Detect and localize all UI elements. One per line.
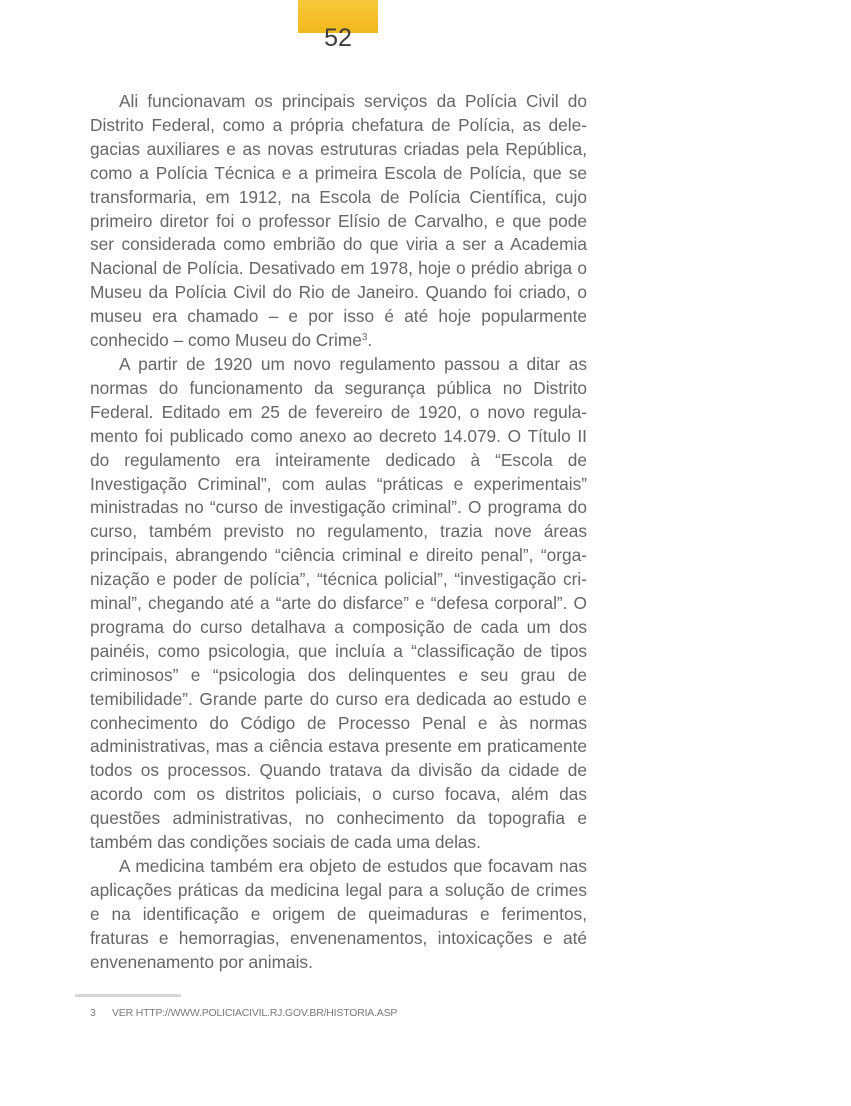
- body-text: [90, 90, 587, 975]
- paragraph-text: Ali funcionavam os principais serviços da Polícia Civil do Distrito Federal, como a própria chefatura de Polícia, as delegacias auxiliares e as novas estruturas criadas pela República, como a Polícia Técnica e a primeira Escola de Polícia, que se transformaria, em 1912, na Escola de Polícia Científica, cujo primeiro diretor foi o professor Elísio de Carvalho, e que pode ser considerada como embrião do que viria a ser a Academia Nacional de Polícia. Desativado em 1978, hoje o prédio abriga o Museu da Polícia Civil do Rio de Janeiro. Quando foi criado, o museu era chamado – e por isso é até hoje popularmente conhecido – como Museu do Crime: [90, 91, 587, 351]
- paragraph-3: A medicina também era objeto de estudos que focavam nas aplicações práticas da medicina legal para a solução de crimes e na identificação e origem de queimaduras e ferimentos, fraturas e hemorragias, envenenamentos, intoxicações e até envenenamento por animais.: [90, 856, 587, 972]
- paragraph-2: A partir de 1920 um novo regulamento passou a ditar as normas do funcionamento da segurança pública no Distrito Federal. Editado em 25 de fevereiro de 1920, o novo regulamento foi publicado como anexo ao decreto 14.079. O Título II do regulamento era inteiramente dedicado à “Escola de Investigação Criminal”, com aulas “práticas e experimentais” ministradas no “curso de investigação criminal”. O programa do curso, também previsto no regulamento, trazia nove áreas principais, abrangendo “ciência criminal e direito penal”, “organização e poder de polícia”, “técnica policial”, “investigação criminal”, chegando até a “arte do disfarce” e “defesa corporal”. O programa do curso detalhava a composição de cada um dos painéis, como psicologia, que incluía a “classificação de tipos criminosos” e “psicologia dos delinquentes e seu grau de temibilidade”. Grande parte do curso era dedicada ao estudo e conhecimento do Código de Processo Penal e às normas administrativas, mas a ciência estava presente em praticamente todos os processos. Quando tratava da divisão da cidade de acordo com os distritos policiais, o curso focava, além das questões administrativas, no conhecimento da topografia e também das condições sociais de cada uma delas.: [90, 353, 587, 853]
- footnote-reference[interactable]: 3: [361, 332, 368, 344]
- paragraph-1: [90, 90, 587, 353]
- footnote-number: 3: [90, 1007, 96, 1019]
- footnote: [90, 1007, 397, 1019]
- footnote-link[interactable]: VER HTTP://WWW.POLICIACIVIL.RJ.GOV.BR/HISTORIA.ASP: [112, 1007, 398, 1019]
- footnote-divider: [75, 994, 181, 997]
- page-number: 52: [324, 24, 352, 52]
- paragraph-end: .: [367, 330, 373, 351]
